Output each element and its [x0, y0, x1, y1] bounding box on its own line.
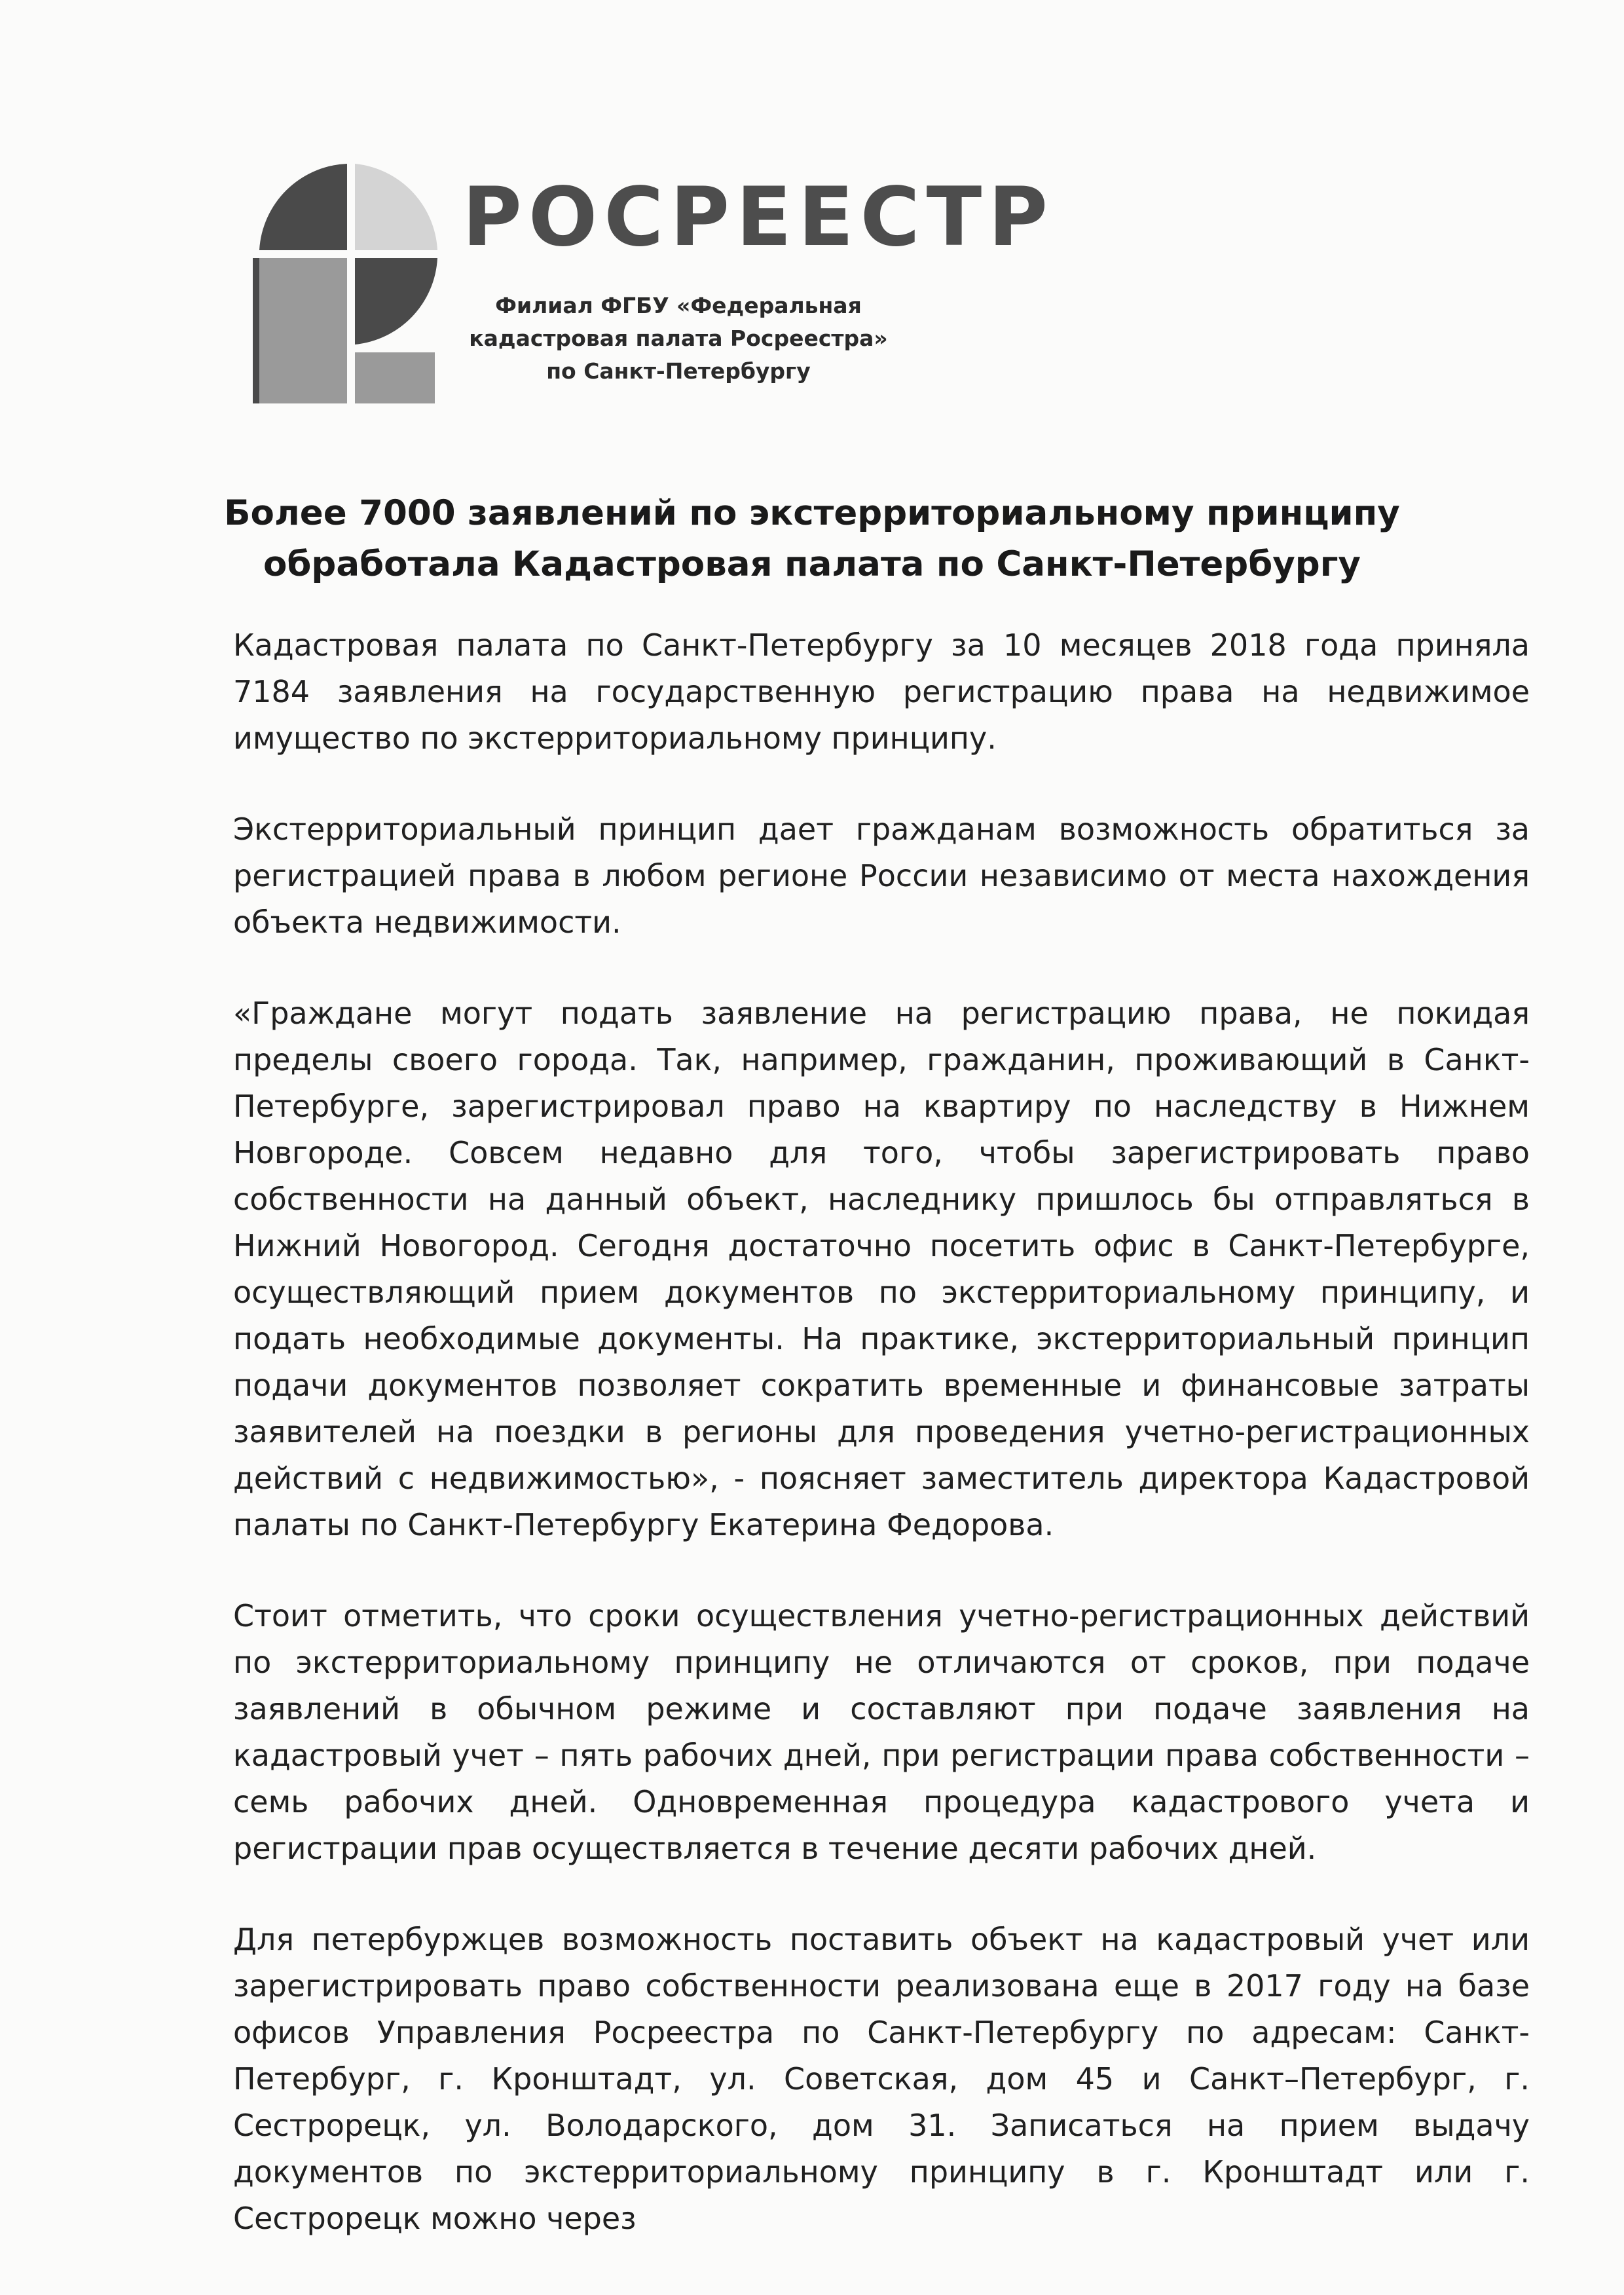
paragraph: Стоит отметить, что сроки осуществления учетно-регистрационных действий по экстерриториальному принципу не отличаются от сроков, при подаче заявлений в обычном режиме и составляют при подаче заявления на кадастровый учет – пять рабочих дней, при регистрации права собственности – семь рабочих дней. Одновременная процедура кадастрового учета и регистрации прав осуществляется в течение десяти рабочих дней.	[233, 1598, 1530, 1866]
page-title	[144, 488, 1480, 590]
branch-line: кадастровая палата Росреестра»	[469, 326, 888, 351]
branch-line: Филиал ФГБУ «Федеральная	[495, 293, 862, 318]
paragraph: Кадастровая палата по Санкт-Петербургу за 10 месяцев 2018 года приняла 7184 заявления на государственную регистрацию права на недвижимое имущество по экстерриториальному принципу.	[233, 627, 1530, 756]
title-line: обработала Кадастровая палата по Санкт-Петербургу	[263, 544, 1361, 584]
paragraph: Экстерриториальный принцип дает гражданам возможность обратиться за регистрацией права в любом регионе России независимо от места нахождения объекта недвижимости.	[233, 812, 1530, 940]
branch-name	[462, 289, 895, 388]
paragraph: Для петербуржцев возможность поставить объект на кадастровый учет или зарегистрировать право собственности реализована еще в 2017 году на базе офисов Управления Росреестра по Санкт-Петербургу по адресам: Санкт-Петербург, г. Кронштадт, ул. Советская, дом 45 и Санкт–Петербург, г. Сестрорецк, ул. Володарского, дом 31. Записаться на прием выдачу документов по экстерриториальному принципу в г. Кронштадт или г. Сестрорецк можно через	[233, 1922, 1530, 2236]
rosreestr-logo-icon	[253, 164, 443, 403]
logo-wordmark: РОСРЕЕСТР	[462, 170, 1055, 265]
article-body	[233, 622, 1530, 2242]
branch-line: по Санкт-Петербургу	[546, 358, 811, 384]
letterhead	[253, 164, 1055, 426]
title-line: Более 7000 заявлений по экстерриториальному принципу	[224, 493, 1400, 533]
paragraph: «Граждане могут подать заявление на регистрацию права, не покидая пределы своего города. Так, например, гражданин, проживающий в Санкт-Петербурге, зарегистрировал право на квартиру по наследству в Нижнем Новгороде. Совсем недавно для того, чтобы зарегистрировать право собственности на данный объект, наследнику пришлось бы отправляться в Нижний Новогород. Сегодня достаточно посетить офис в Санкт-Петербурге, осуществляющий прием документов по экстерриториальному принципу, и подать необходимые документы. На практике, экстерриториальный принцип подачи документов позволяет сократить временные и финансовые затраты заявителей на поездки в регионы для проведения учетно-регистрационных действий с недвижимостью», - поясняет заместитель директора Кадастровой палаты по Санкт-Петербургу Екатерина Федорова.	[233, 996, 1530, 1542]
